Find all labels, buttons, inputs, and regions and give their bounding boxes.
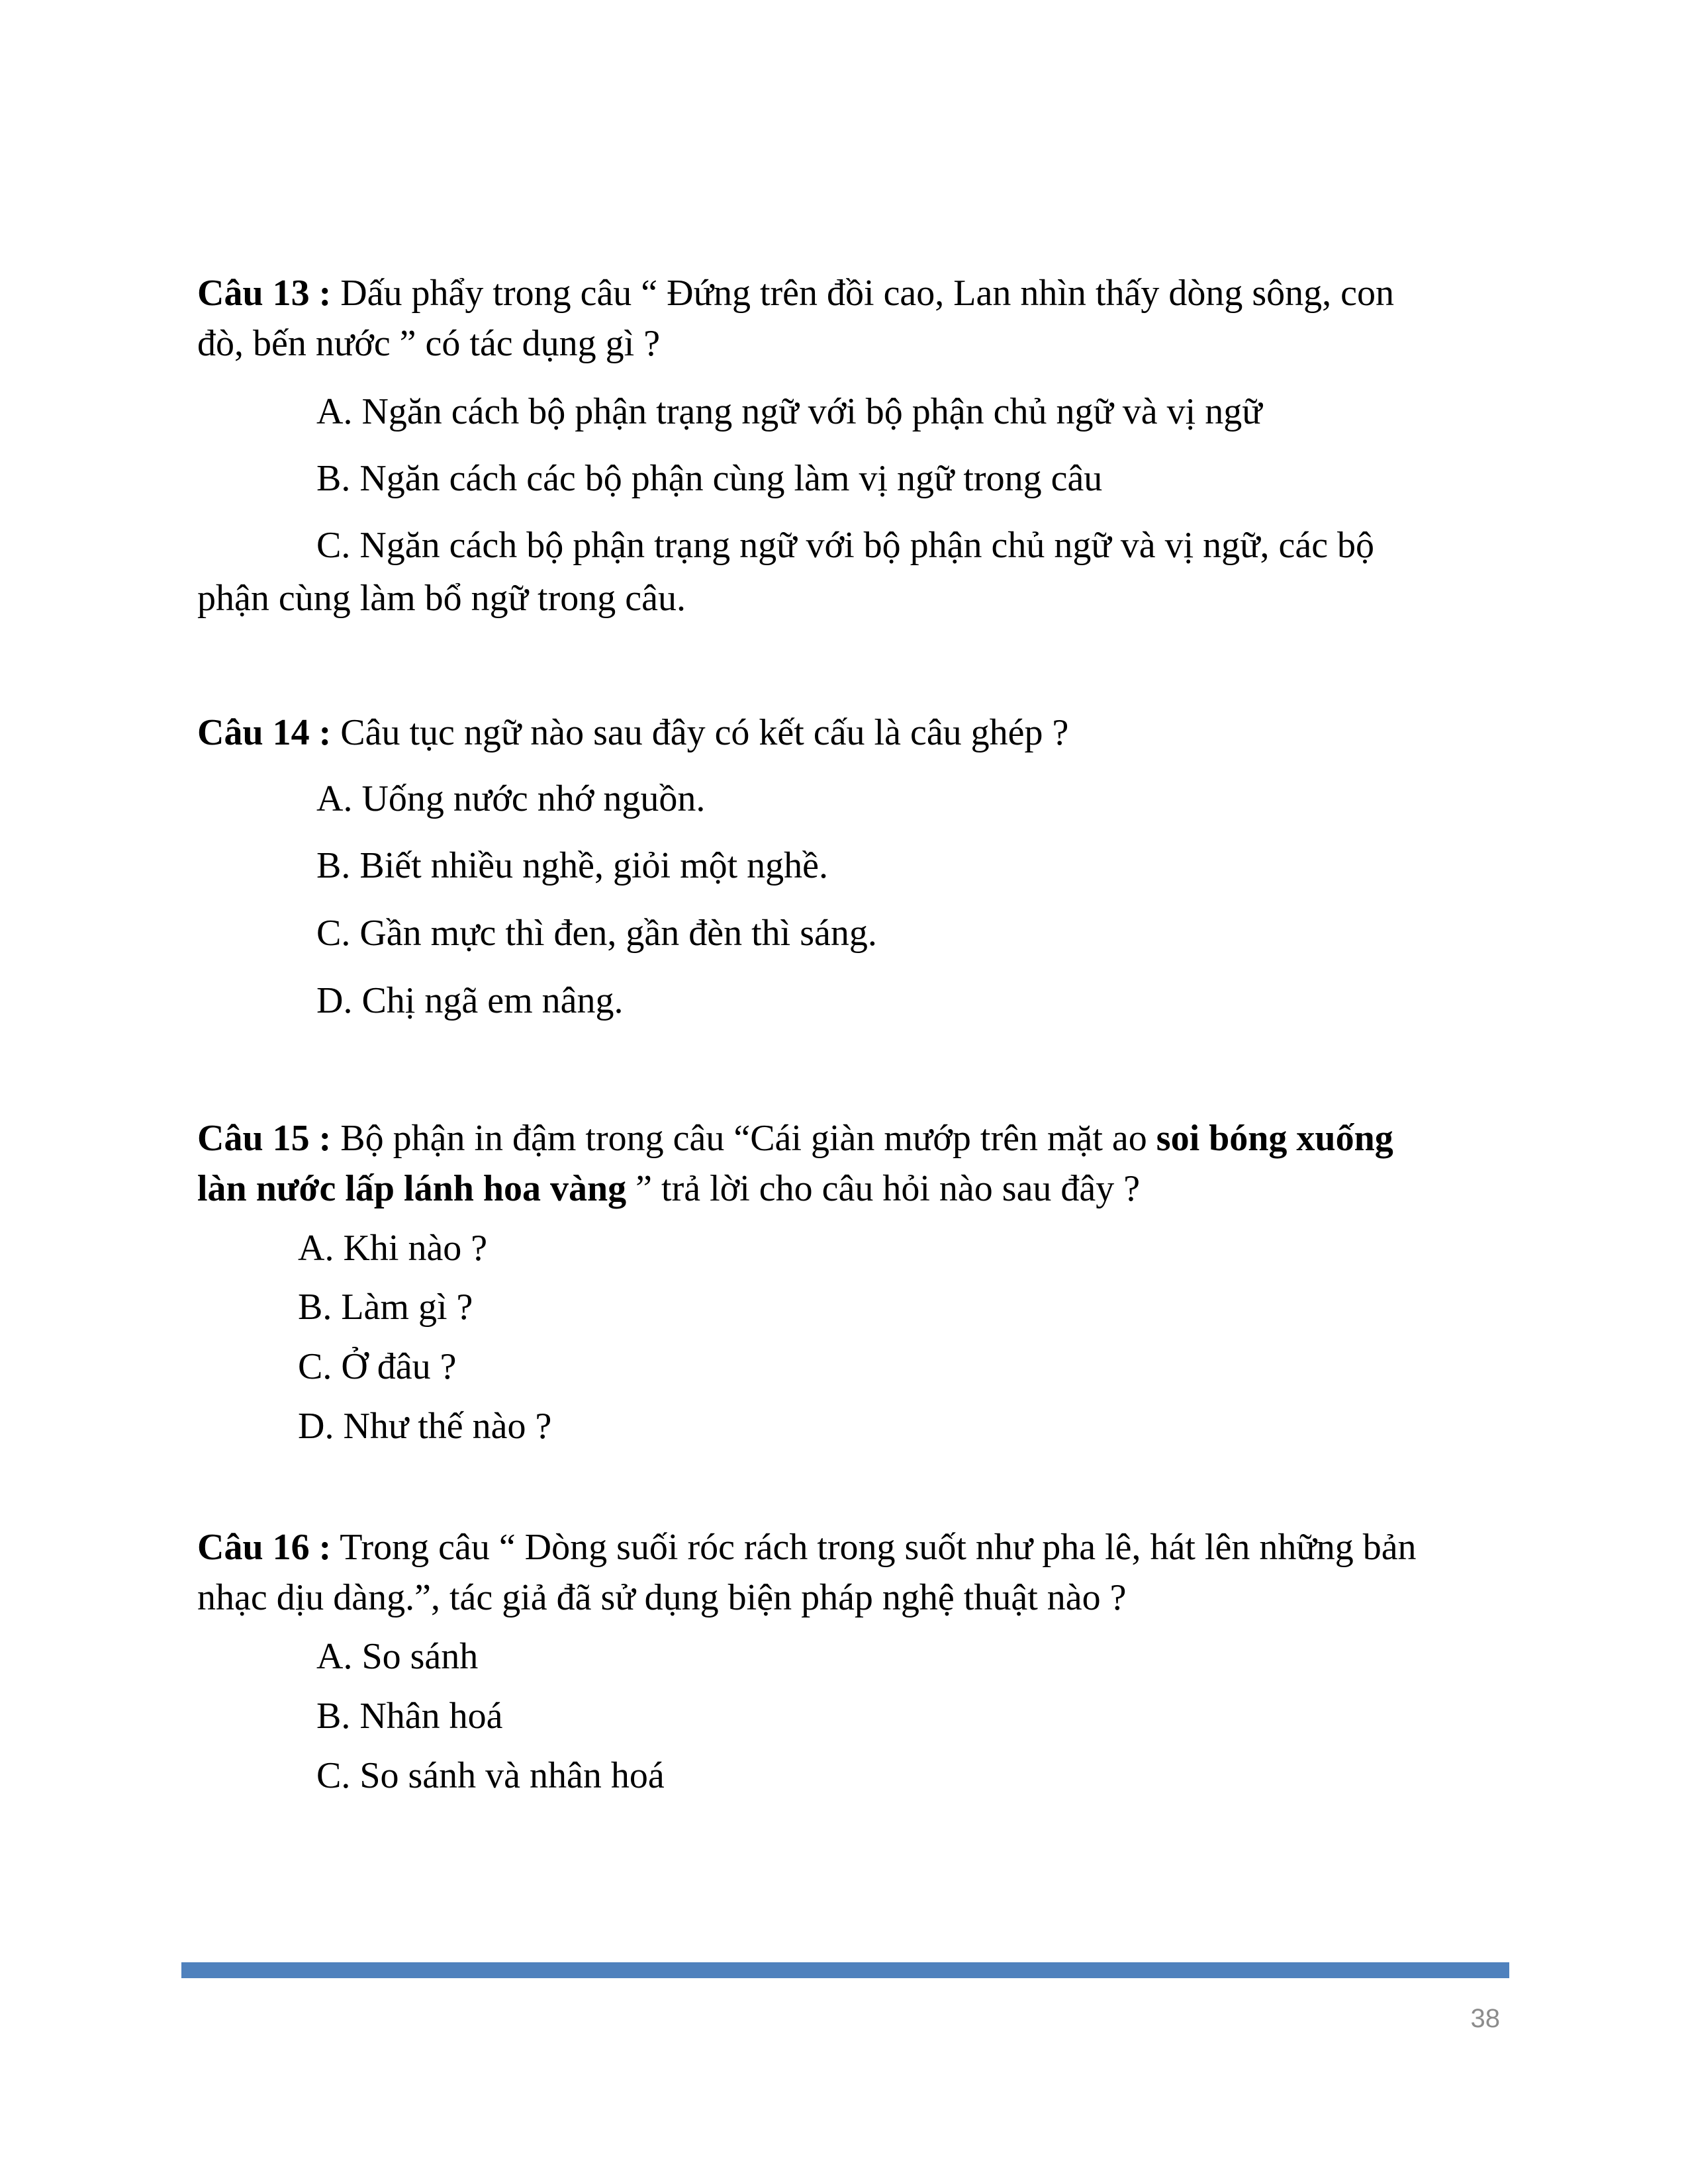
question-14-label: Câu 14 : bbox=[197, 712, 332, 753]
question-16-stem-line-2: nhạc dịu dàng.”, tác giả đã sử dụng biện pháp nghệ thuật nào ? bbox=[197, 1577, 1127, 1618]
question-14-option-d: D. Chị ngã em nâng. bbox=[316, 980, 624, 1021]
question-14-stem-line-1 bbox=[197, 707, 1068, 758]
question-15-option-d: D. Như thế nào ? bbox=[298, 1406, 552, 1447]
question-15-option-b: B. Làm gì ? bbox=[298, 1287, 473, 1328]
question-13-option-b: B. Ngăn cách các bộ phận cùng làm vị ngữ trong câu bbox=[316, 458, 1103, 499]
question-16-stem-text: Trong câu “ Dòng suối róc rách trong suốt như pha lê, hát lên những bản bbox=[331, 1527, 1417, 1568]
question-16-option-c: C. So sánh và nhân hoá bbox=[316, 1755, 665, 1796]
question-14-option-a: A. Uống nước nhớ nguồn. bbox=[316, 778, 706, 819]
question-15-bold-phrase-part-1: soi bóng xuống bbox=[1156, 1118, 1393, 1159]
question-16-label: Câu 16 : bbox=[197, 1527, 332, 1568]
question-13-option-a: A. Ngăn cách bộ phận trạng ngữ với bộ phận chủ ngữ và vị ngữ bbox=[316, 391, 1262, 432]
question-13-stem-line-1 bbox=[197, 268, 1394, 318]
question-15-stem-text-end: ” trả lời cho câu hỏi nào sau đây ? bbox=[626, 1168, 1141, 1209]
question-13-option-c: C. Ngăn cách bộ phận trạng ngữ với bộ phận chủ ngữ và vị ngữ, các bộ bbox=[316, 525, 1375, 566]
question-15-stem-line-2 bbox=[197, 1163, 1140, 1214]
question-13-stem-line-2: đò, bến nước ” có tác dụng gì ? bbox=[197, 323, 661, 364]
question-13-stem-text: Dấu phẩy trong câu “ Đứng trên đồi cao, Lan nhìn thấy dòng sông, con bbox=[331, 273, 1394, 314]
page-number: 38 bbox=[1470, 2004, 1500, 2033]
question-14-stem-text: Câu tục ngữ nào sau đây có kết cấu là câu ghép ? bbox=[331, 712, 1069, 753]
question-16-option-a: A. So sánh bbox=[316, 1636, 479, 1677]
question-15-option-a: A. Khi nào ? bbox=[298, 1228, 488, 1269]
question-13-option-c-continued: phận cùng làm bổ ngữ trong câu. bbox=[197, 578, 686, 619]
question-16-stem-line-1 bbox=[197, 1522, 1417, 1572]
question-13-label: Câu 13 : bbox=[197, 273, 332, 314]
question-15-bold-phrase-part-2: làn nước lấp lánh hoa vàng bbox=[197, 1168, 627, 1209]
question-15-label: Câu 15 : bbox=[197, 1118, 332, 1159]
question-14-option-c: C. Gần mực thì đen, gần đèn thì sáng. bbox=[316, 913, 877, 954]
question-14-option-b: B. Biết nhiều nghề, giỏi một nghề. bbox=[316, 845, 829, 886]
question-15-option-c: C. Ở đâu ? bbox=[298, 1346, 457, 1387]
question-15-stem-line-1 bbox=[197, 1113, 1393, 1163]
footer-rule bbox=[181, 1962, 1509, 1978]
question-16-option-b: B. Nhân hoá bbox=[316, 1696, 503, 1737]
question-15-stem-text: Bộ phận in đậm trong câu “Cái giàn mướp trên mặt ao bbox=[331, 1118, 1156, 1159]
